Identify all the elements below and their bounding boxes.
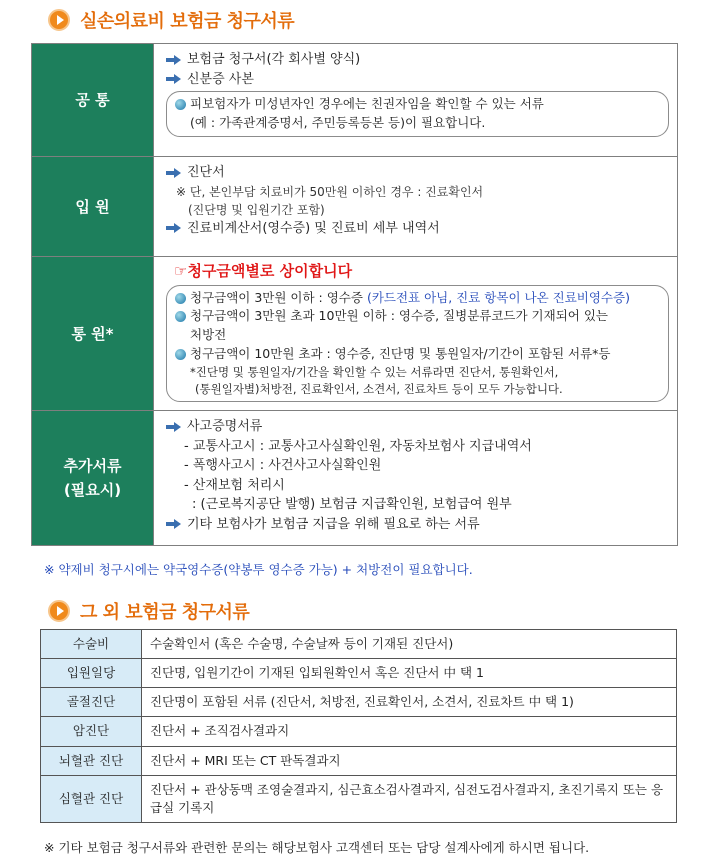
- item: 신분증 사본: [187, 71, 254, 87]
- row-extra: 추가서류 (필요시) 사고증명서류 - 교통사고시 : 교통사고사실확인원, 자동차보험사 지급내역서 - 폭행사고시 : 사건사고사실확인원 - 산재보험 처리시 : (근로복지공단 발행) 보험금 지급확인원, 보험급여 원부 기타 보험사가 보험금 지급을 위해 필요로 하는 서류: [32, 411, 678, 546]
- table-row: 심혈관 진단 진단서 + 관상동맥 조영술결과지, 심근효소검사결과지, 심전도검사결과지, 초진기록지 또는 응급실 기록지: [41, 775, 677, 822]
- footnote-contact: ※ 기타 보험금 청구서류와 관련한 문의는 해당보험사 고객센터 또는 담당 설계사에게 하시면 됩니다.: [44, 840, 590, 855]
- play-circle-icon: [48, 9, 70, 31]
- section-title-text: 실손의료비 보험금 청구서류: [80, 11, 295, 32]
- table-row: 입원일당 진단명, 입원기간이 기재된 입퇴원확인서 혹은 진단서 中 택 1: [41, 659, 677, 688]
- amount-box: 청구금액이 3만원 이하 : 영수증 (카드전표 아님, 진료 항목이 나온 진료비영수증) 청구금액이 3만원 초과 10만원 이하 : 영수증, 질병분류코드가 기재되어 있는 처방전 청구금액이 10만원 초과 : 영수증, 진단명 및 통원일자/기간이 포함된 서류*등 *진단명 및 통원일자/기간을 확인할 수 있는 서류라면 진단서, 통원확인서, (통원일자별)처방전, 진료확인서, 소견서, 진료차트 등이 모두 가능합니다.: [166, 285, 669, 403]
- play-circle-icon: [48, 600, 70, 622]
- section-title-text: 그 외 보험금 청구서류: [80, 602, 250, 623]
- arrow-right-icon: [166, 55, 181, 65]
- arrow-right-icon: [166, 422, 181, 432]
- section-title-2: [48, 598, 249, 624]
- info-box: 피보험자가 미성년자인 경우에는 친권자임을 확인할 수 있는 서류 (예 : 가족관계증명서, 주민등록등본 등)이 필요합니다.: [166, 91, 669, 137]
- table-row: 암진단 진단서 + 조직검사결과지: [41, 717, 677, 746]
- table-row: 뇌혈관 진단 진단서 + MRI 또는 CT 판독결과지: [41, 746, 677, 775]
- row-common: [32, 44, 678, 157]
- bullet-dot-icon: [175, 293, 186, 304]
- arrow-right-icon: [166, 519, 181, 529]
- footnote-pharmacy: ※ 약제비 청구시에는 약국영수증(약봉투 영수증 가능) + 처방전이 필요합니다.: [44, 562, 473, 577]
- other-documents-table: [40, 629, 677, 823]
- claim-documents-table: [31, 43, 678, 546]
- table-row: 골절진단 진단명이 포함된 서류 (진단서, 처방전, 진료확인서, 소견서, 진료차트 中 택 1): [41, 688, 677, 717]
- row-label-inpatient: 입 원: [32, 157, 154, 257]
- table-row: 수술비 수술확인서 (혹은 수술명, 수술날짜 등이 기재된 진단서): [41, 630, 677, 659]
- pointing-hand-icon: ☞: [174, 262, 188, 280]
- warning-text: 청구금액별로 상이합니다: [187, 262, 353, 280]
- row-label-common: 공 통: [32, 44, 154, 157]
- row-label-extra: 추가서류 (필요시): [32, 411, 154, 546]
- row-label-outpatient: 통 원*: [32, 257, 154, 411]
- arrow-right-icon: [166, 74, 181, 84]
- bullet-dot-icon: [175, 349, 186, 360]
- item: 보험금 청구서(각 회사별 양식): [187, 52, 361, 67]
- arrow-right-icon: [166, 168, 181, 178]
- bullet-dot-icon: [175, 99, 186, 110]
- section-title-1: [48, 7, 294, 33]
- arrow-right-icon: [166, 223, 181, 233]
- row-outpatient: [32, 257, 678, 411]
- row-inpatient: 입 원 진단서 ※ 단, 본인부담 치료비가 50만원 이하인 경우 : 진료확인서 (진단명 및 입원기간 포함) 진료비계산서(영수증) 및 진료비 세부 내역서: [32, 157, 678, 257]
- bullet-dot-icon: [175, 311, 186, 322]
